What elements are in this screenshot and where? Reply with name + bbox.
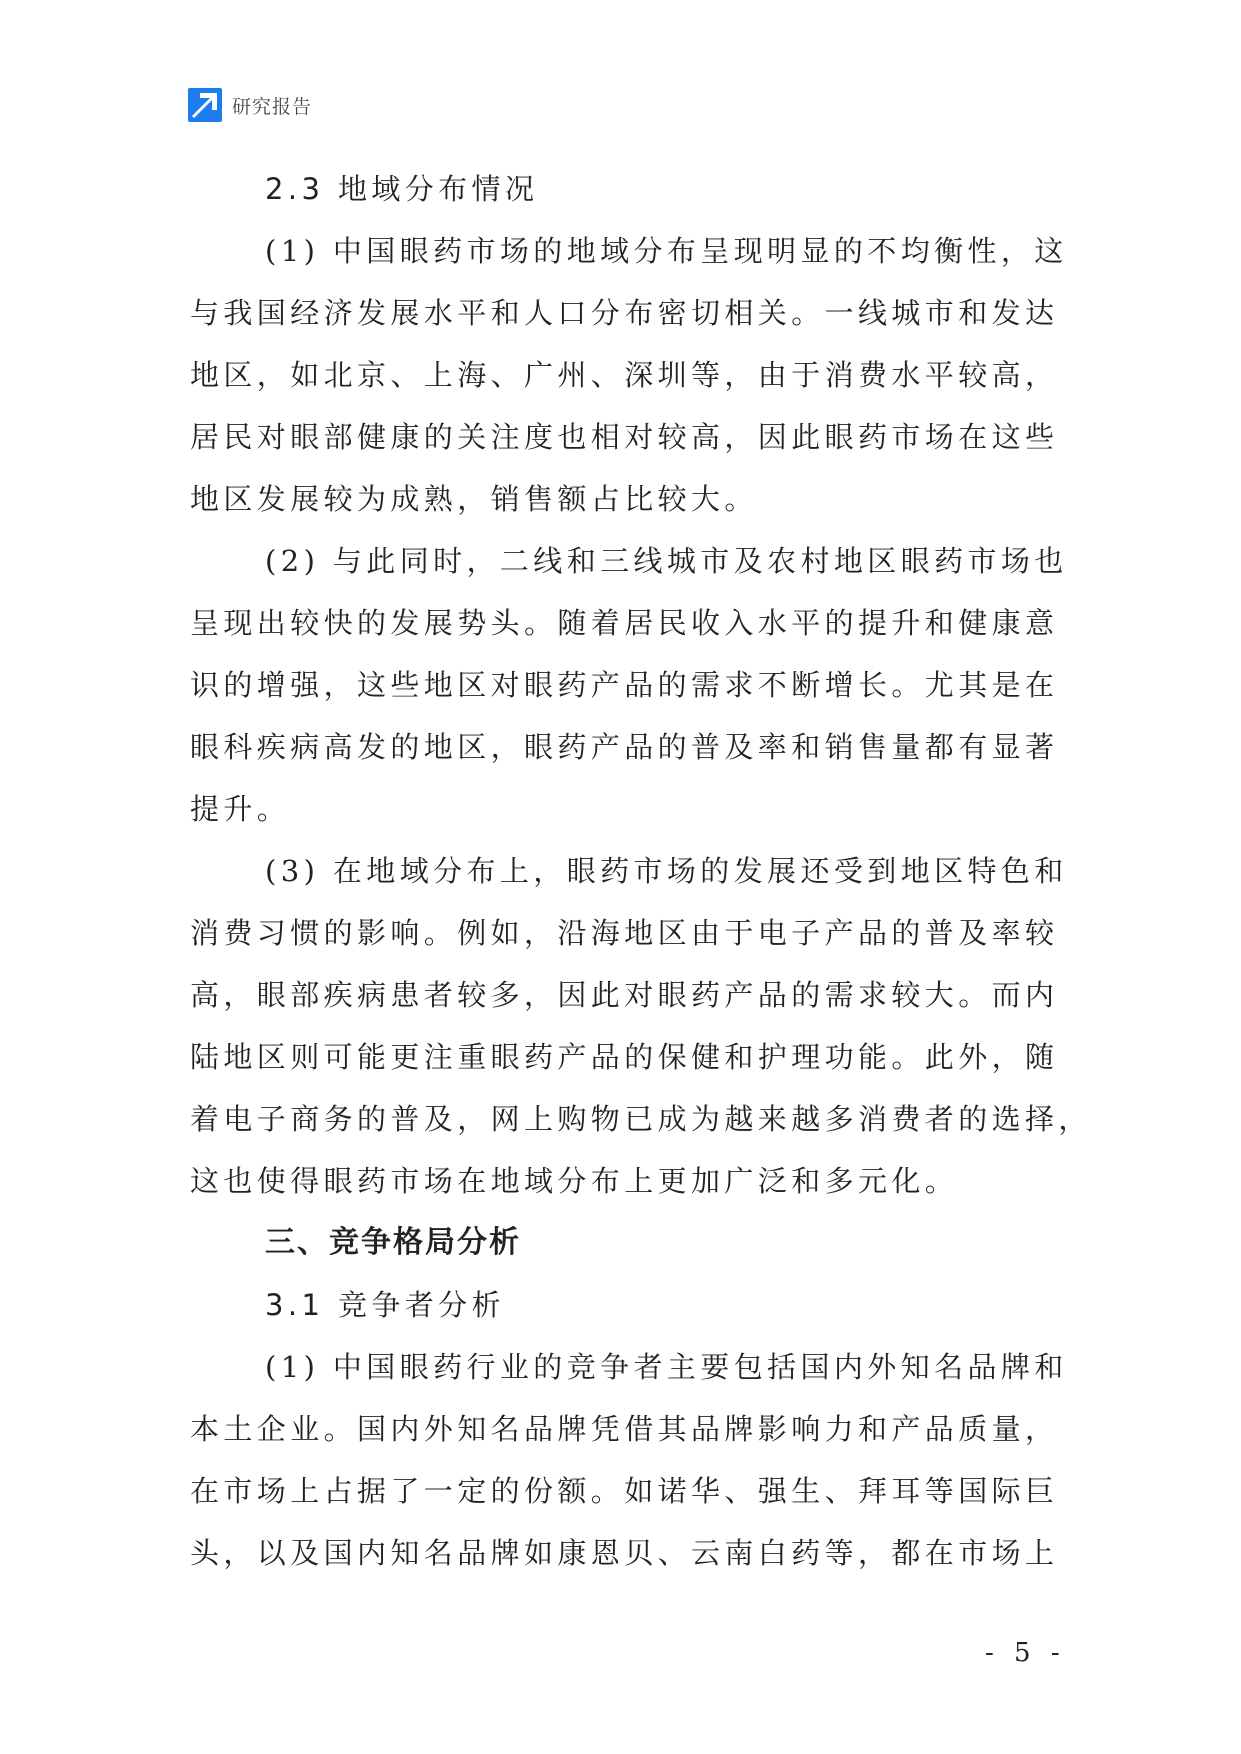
text-line: 眼科疾病高发的地区，眼药产品的普及率和销售量都有显著: [190, 730, 1059, 764]
text-line: 提升。: [190, 792, 291, 826]
text-line: 在市场上占据了一定的份额。如诺华、强生、拜耳等国际巨: [190, 1474, 1059, 1508]
text-line: 高，眼部疾病患者较多，因此对眼药产品的需求较大。而内: [190, 978, 1059, 1012]
text-line: 陆地区则可能更注重眼药产品的保健和护理功能。此外，随: [190, 1040, 1059, 1074]
text-line: 与我国经济发展水平和人口分布密切相关。一线城市和发达: [190, 296, 1059, 330]
document-body: [190, 158, 1092, 1584]
text-line: 居民对眼部健康的关注度也相对较高，因此眼药市场在这些: [190, 420, 1059, 454]
text-line: 头，以及国内知名品牌如康恩贝、云南白药等，都在市场上: [190, 1536, 1059, 1570]
text-line: 本土企业。国内外知名品牌凭借其品牌影响力和产品质量，: [190, 1412, 1059, 1446]
section-heading: 3.1 竞争者分析: [265, 1288, 505, 1322]
page-header: [188, 88, 312, 122]
text-line: 消费习惯的影响。例如，沿海地区由于电子产品的普及率较: [190, 916, 1059, 950]
header-title: 研究报告: [232, 95, 313, 118]
text-line: 着电子商务的普及，网上购物已成为越来越多消费者的选择，: [190, 1102, 1092, 1136]
section-heading: 三、竞争格局分析: [265, 1225, 521, 1260]
page-number: - 5 -: [985, 1638, 1066, 1668]
text-line: (1) 中国眼药市场的地域分布呈现明显的不均衡性，这: [265, 234, 1068, 268]
section-heading: 2.3 地域分布情况: [265, 172, 539, 206]
report-logo-icon: [188, 88, 222, 122]
text-line: 这也使得眼药市场在地域分布上更加广泛和多元化。: [190, 1164, 959, 1198]
text-line: 呈现出较快的发展势头。随着居民收入水平的提升和健康意: [190, 606, 1059, 640]
text-line: (1) 中国眼药行业的竞争者主要包括国内外知名品牌和: [265, 1350, 1068, 1384]
text-line: 地区发展较为成熟，销售额占比较大。: [190, 482, 758, 516]
text-line: 识的增强，这些地区对眼药产品的需求不断增长。尤其是在: [190, 668, 1059, 702]
text-line: (2) 与此同时，二线和三线城市及农村地区眼药市场也: [265, 544, 1068, 578]
text-line: (3) 在地域分布上，眼药市场的发展还受到地区特色和: [265, 854, 1068, 888]
text-line: 地区，如北京、上海、广州、深圳等，由于消费水平较高，: [190, 358, 1059, 392]
